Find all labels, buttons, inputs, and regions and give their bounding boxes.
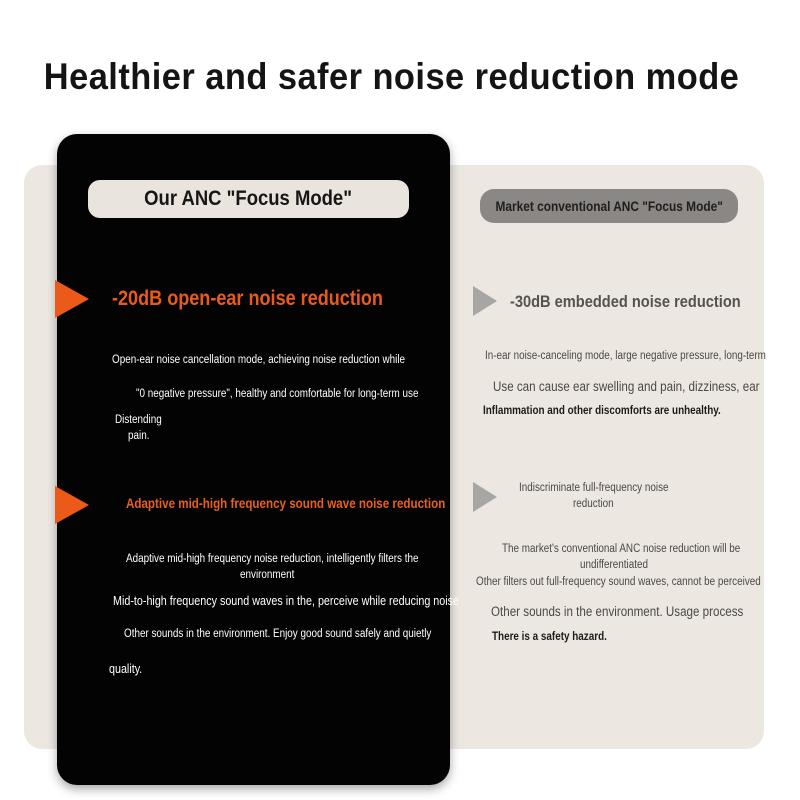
market-feature-1-line-1: In-ear noise-canceling mode, large negative pressure, long-term bbox=[485, 350, 766, 362]
play-triangle-icon bbox=[55, 486, 89, 524]
page-headline: Healthier and safer noise reduction mode bbox=[43, 56, 740, 97]
our-anc-card bbox=[57, 134, 450, 785]
our-feature-2-line-1: Adaptive mid-high frequency noise reduction, intelligently filters the bbox=[126, 553, 419, 565]
our-feature-1-line-2: "0 negative pressure", healthy and comfortable for long-term use bbox=[136, 388, 419, 400]
market-feature-2-line-5: There is a safety hazard. bbox=[492, 631, 607, 643]
play-triangle-icon bbox=[55, 280, 89, 318]
market-feature-2-line-3: Other filters out full-frequency sound waves, cannot be perceived bbox=[476, 576, 761, 588]
market-feature-2-title-line-2: reduction bbox=[573, 498, 614, 510]
our-feature-2-line-2: environment bbox=[240, 569, 295, 581]
market-feature-1-line-2: Use can cause ear swelling and pain, dizziness, ear bbox=[493, 379, 760, 394]
market-feature-2-line-4: Other sounds in the environment. Usage process bbox=[491, 604, 744, 619]
our-feature-1-line-3: Distending bbox=[115, 414, 162, 426]
market-feature-2-line-1: The market's conventional ANC noise reduction will be bbox=[502, 543, 741, 555]
market-feature-2-title-line-1: Indiscriminate full-frequency noise bbox=[519, 482, 669, 494]
our-feature-1-line-4: pain. bbox=[128, 430, 150, 442]
our-feature-2-line-4: Other sounds in the environment. Enjoy good sound safely and quietly bbox=[124, 628, 432, 640]
market-feature-1-line-3: Inflammation and other discomforts are unhealthy. bbox=[483, 405, 721, 417]
market-anc-label: Market conventional ANC "Focus Mode" bbox=[480, 189, 738, 223]
our-feature-2-title: Adaptive mid-high frequency sound wave noise reduction bbox=[126, 496, 446, 511]
play-triangle-icon bbox=[473, 286, 497, 316]
our-feature-2-line-3: Mid-to-high frequency sound waves in the, perceive while reducing noise bbox=[113, 594, 459, 608]
market-feature-1-title: -30dB embedded noise reduction bbox=[510, 292, 741, 311]
our-feature-1-title: -20dB open-ear noise reduction bbox=[112, 287, 383, 310]
our-feature-2-line-5: quality. bbox=[109, 662, 143, 676]
our-anc-label: Our ANC "Focus Mode" bbox=[88, 180, 409, 218]
play-triangle-icon bbox=[473, 482, 497, 512]
market-feature-2-line-2: undifferentiated bbox=[580, 559, 649, 571]
our-feature-1-line-1: Open-ear noise cancellation mode, achieving noise reduction while bbox=[112, 354, 406, 366]
